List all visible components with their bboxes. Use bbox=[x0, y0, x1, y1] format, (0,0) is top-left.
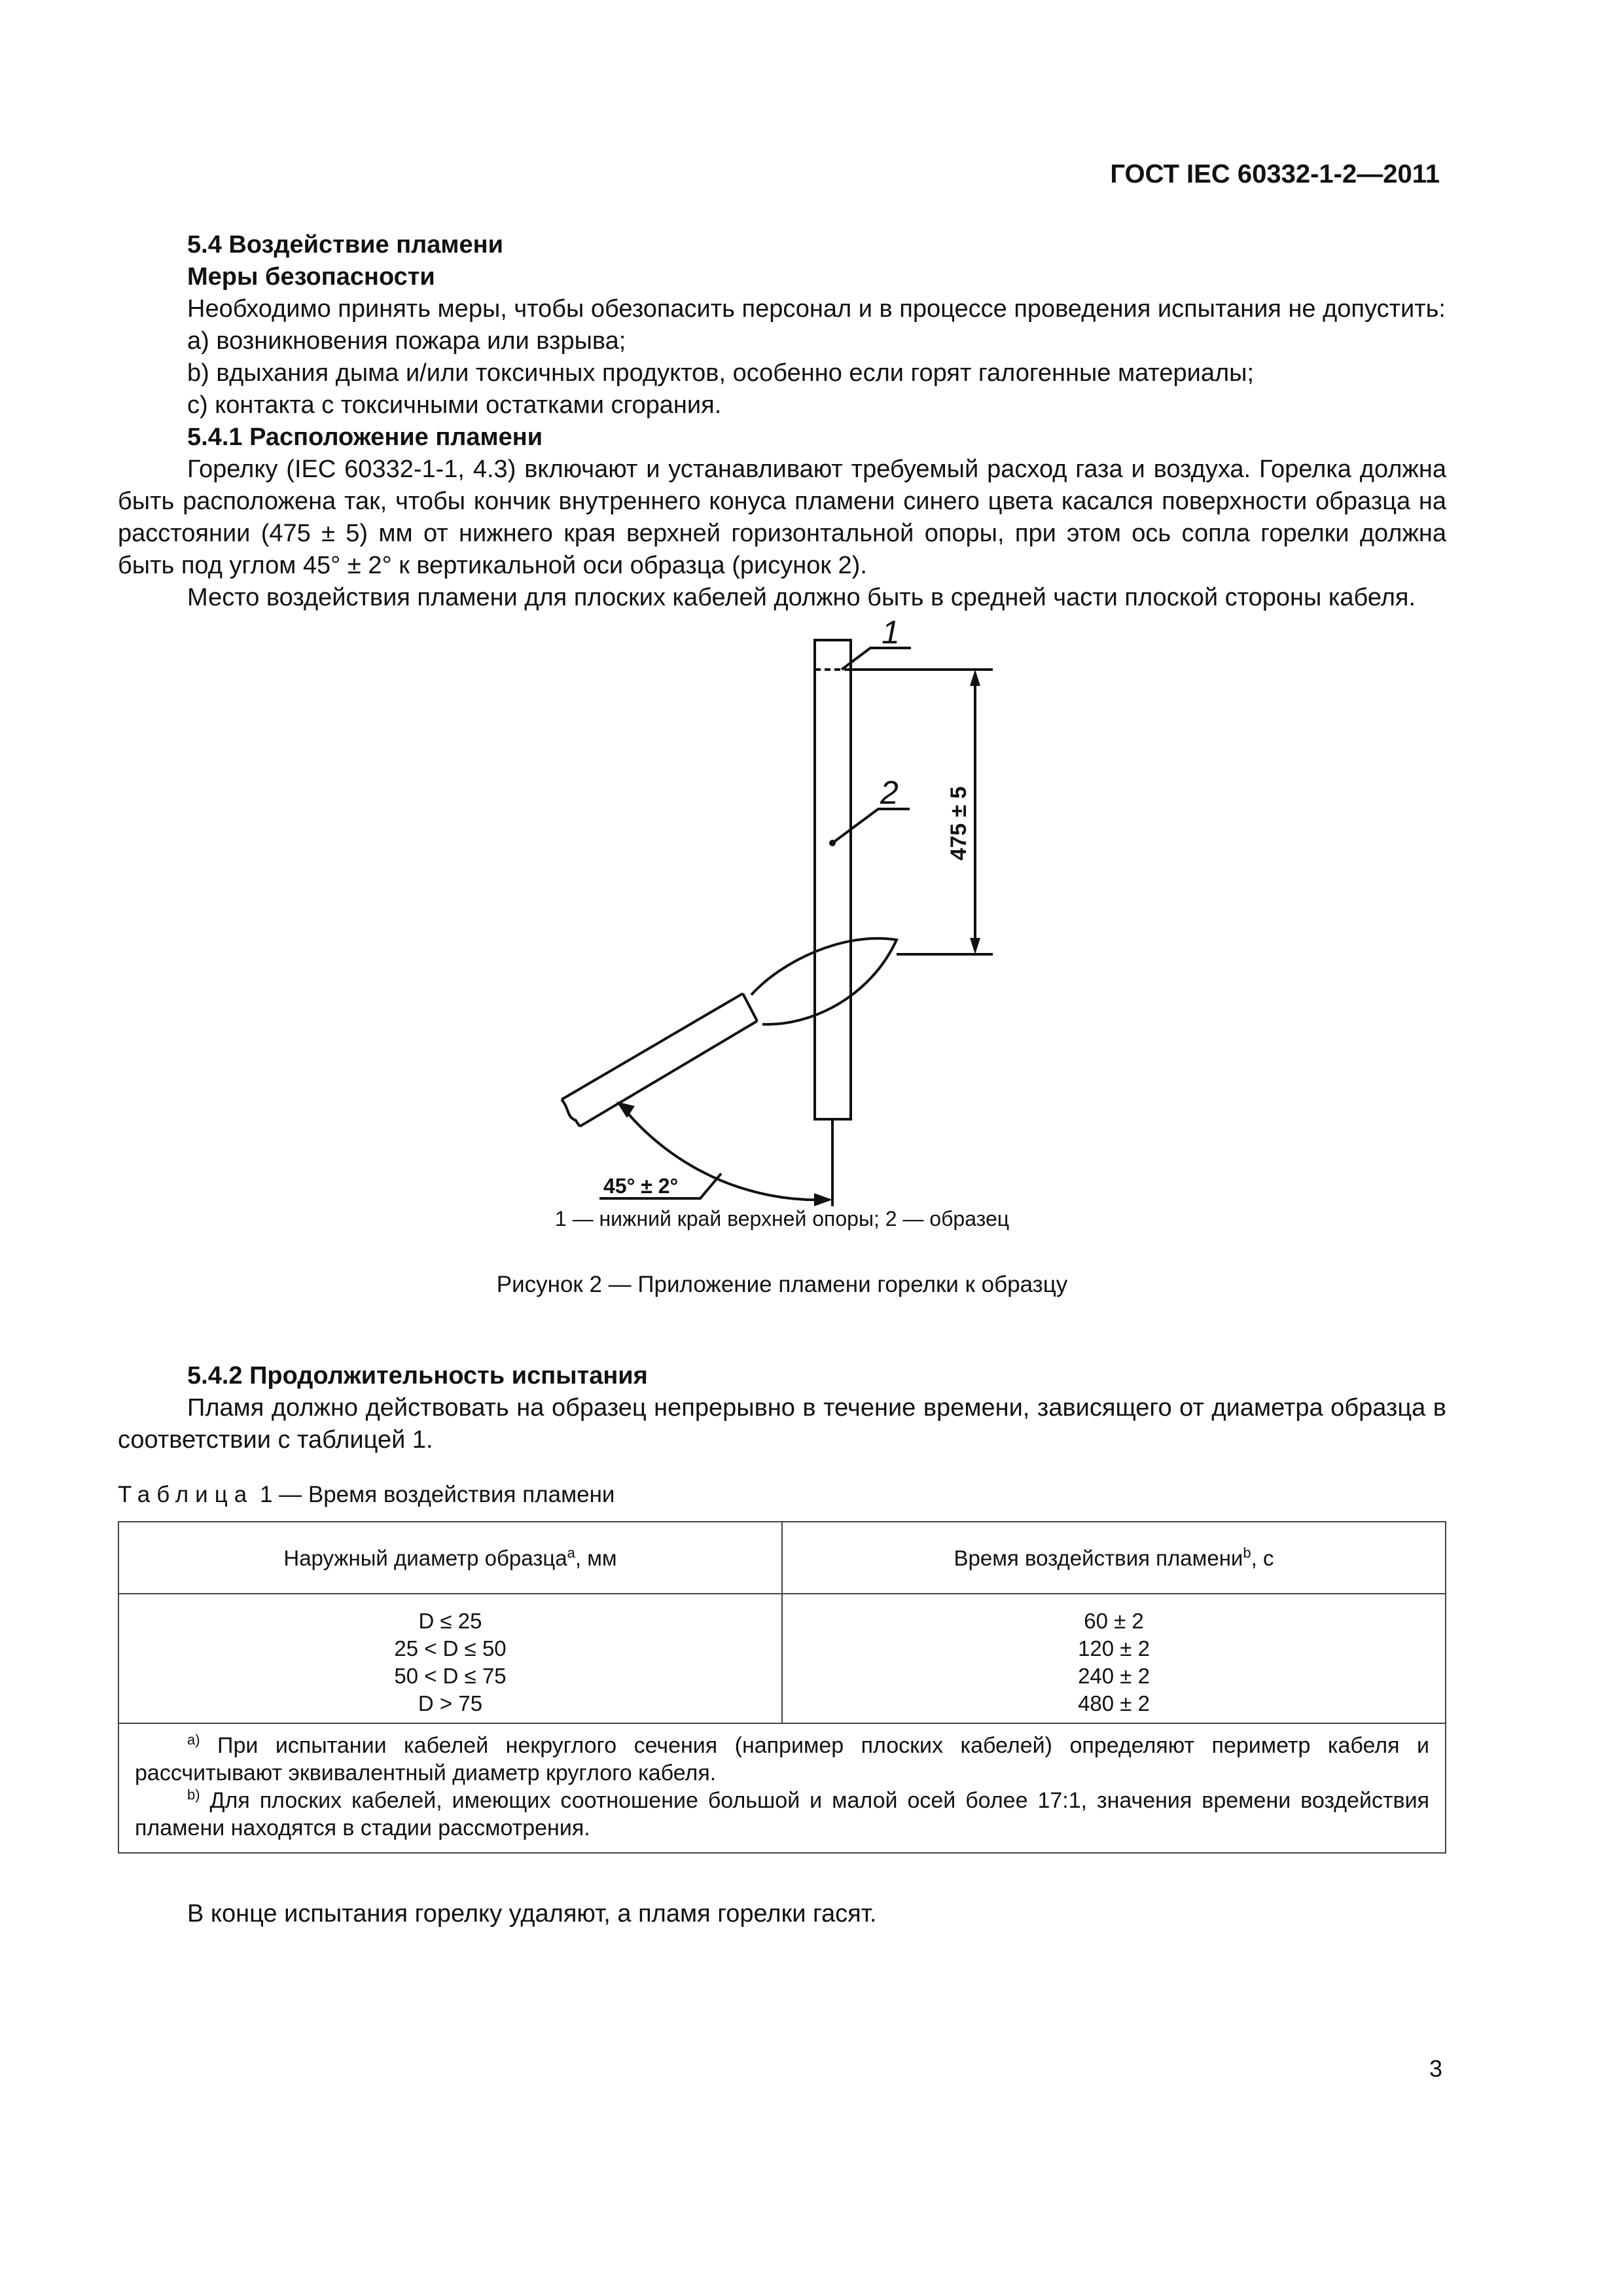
diameter-value: 25 < D ≤ 50 bbox=[394, 1636, 507, 1660]
safety-heading: Меры безопасности bbox=[187, 263, 435, 291]
figure-caption: Рисунок 2 — Приложение пламени горелки к образцу bbox=[496, 1272, 1068, 1297]
flame-time-table bbox=[118, 1521, 1446, 1854]
figure-legend: 1 — нижний край верхней опоры; 2 — образец bbox=[554, 1207, 1010, 1230]
dimension-arrow-bottom bbox=[970, 938, 980, 954]
time-value: 240 ± 2 bbox=[1078, 1664, 1150, 1688]
table-data-row bbox=[118, 1594, 1446, 1723]
flat-cable-paragraph: Место воздействия пламени для плоских кабелей должно быть в средней части плоской стороны кабеля. bbox=[187, 584, 1416, 611]
table-caption-word: Таблица bbox=[118, 1482, 254, 1507]
diameter-value: 50 < D ≤ 75 bbox=[394, 1664, 507, 1688]
figure-label-1: 1 bbox=[882, 614, 900, 651]
flame-position-paragraph: Горелку (IEC 60332-1-1, 4.3) включают и устанавливают требуемый расход газа и воздуха. Горелка должна быть расположена так, чтобы кончик внутреннего конуса пламени синего цвета касался поверхности образца на расстоянии (475 ± 5) мм от нижнего края верхней горизонтальной опоры, при этом ось сопла горелки должна быть под углом 45° ± 2° к вертикальной оси образца (рисунок 2). bbox=[118, 456, 1446, 579]
duration-paragraph: Пламя должно действовать на образец непрерывно в течение времени, зависящего от диаметра образца в соответствии с таблицей 1. bbox=[118, 1394, 1446, 1454]
diameter-cell bbox=[118, 1594, 782, 1723]
safety-item-b: b) вдыхания дыма и/или токсичных продуктов, особенно если горят галогенные материалы; bbox=[187, 359, 1255, 387]
page-number: 3 bbox=[1429, 2055, 1442, 2082]
note-b-mark: b) bbox=[187, 1786, 200, 1803]
table-header-row bbox=[118, 1522, 1446, 1594]
angle-arrow-start bbox=[616, 1102, 635, 1118]
closing-paragraph: В конце испытания горелку удаляют, а пламя горелки гасят. bbox=[187, 1900, 877, 1928]
header-time: Время воздействия пламени$^b$, с bbox=[782, 1522, 1446, 1594]
footnote-marker-a: a bbox=[567, 1544, 575, 1561]
note-b: $^{b)}$ Для плоских кабелей, имеющих соотношение большой и малой осей более 17:1, значения времени воздействия пламени находятся в стадии рассмотрения. bbox=[135, 1786, 1429, 1840]
content bbox=[118, 229, 1446, 1930]
safety-item-a: a) возникновения пожара или взрыва; bbox=[187, 327, 626, 355]
section-heading-5-4-1: 5.4.1 Расположение пламени bbox=[187, 423, 543, 451]
safety-intro: Необходимо принять меры, чтобы обезопасить персонал и в процессе проведения испытания не допустить: bbox=[187, 295, 1446, 323]
burner-nozzle-end bbox=[743, 994, 757, 1021]
section-heading-5-4: 5.4 Воздействие пламени bbox=[187, 231, 503, 259]
diameter-value: D > 75 bbox=[418, 1691, 483, 1715]
table-caption bbox=[118, 1479, 1446, 1511]
time-value: 480 ± 2 bbox=[1078, 1691, 1150, 1715]
standard-code: ГОСТ IEC 60332-1-2—2011 bbox=[1110, 160, 1440, 188]
burner-break-end bbox=[562, 1100, 580, 1126]
header-diameter: Наружный диаметр образца$^a$, мм bbox=[118, 1522, 782, 1594]
angle-label: 45° ± 2° bbox=[603, 1174, 679, 1198]
dimension-label: 475 ± 5 bbox=[946, 786, 971, 861]
dimension-arrow-top bbox=[970, 670, 980, 686]
burner-diagram bbox=[118, 614, 1446, 1360]
footnote-marker-b: b bbox=[1243, 1544, 1251, 1561]
safety-item-c: c) контакта с токсичными остатками сгорания. bbox=[187, 391, 722, 419]
leader-2 bbox=[832, 809, 910, 843]
note-a: $^{a)}$ При испытании кабелей некруглого сечения (например плоских кабелей) определяют периметр кабеля и рассчитывают эквивалентный диаметр круглого кабеля. bbox=[135, 1731, 1429, 1785]
table-caption-text: 1 — Время воздействия пламени bbox=[253, 1482, 615, 1507]
time-value: 60 ± 2 bbox=[1084, 1609, 1144, 1633]
diameter-value: D ≤ 25 bbox=[418, 1609, 482, 1633]
time-value: 120 ± 2 bbox=[1078, 1636, 1150, 1660]
specimen-point bbox=[829, 840, 836, 846]
specimen-rect bbox=[815, 640, 851, 1119]
section-heading-5-4-2: 5.4.2 Продолжительность испытания bbox=[187, 1362, 648, 1390]
note-a-mark: a) bbox=[187, 1731, 200, 1748]
flame-shape bbox=[751, 939, 897, 1024]
table-notes bbox=[118, 1723, 1446, 1853]
time-cell bbox=[782, 1594, 1446, 1723]
figure-2 bbox=[118, 614, 1446, 1360]
figure-label-2: 2 bbox=[880, 774, 899, 811]
table-notes-row bbox=[118, 1723, 1446, 1853]
